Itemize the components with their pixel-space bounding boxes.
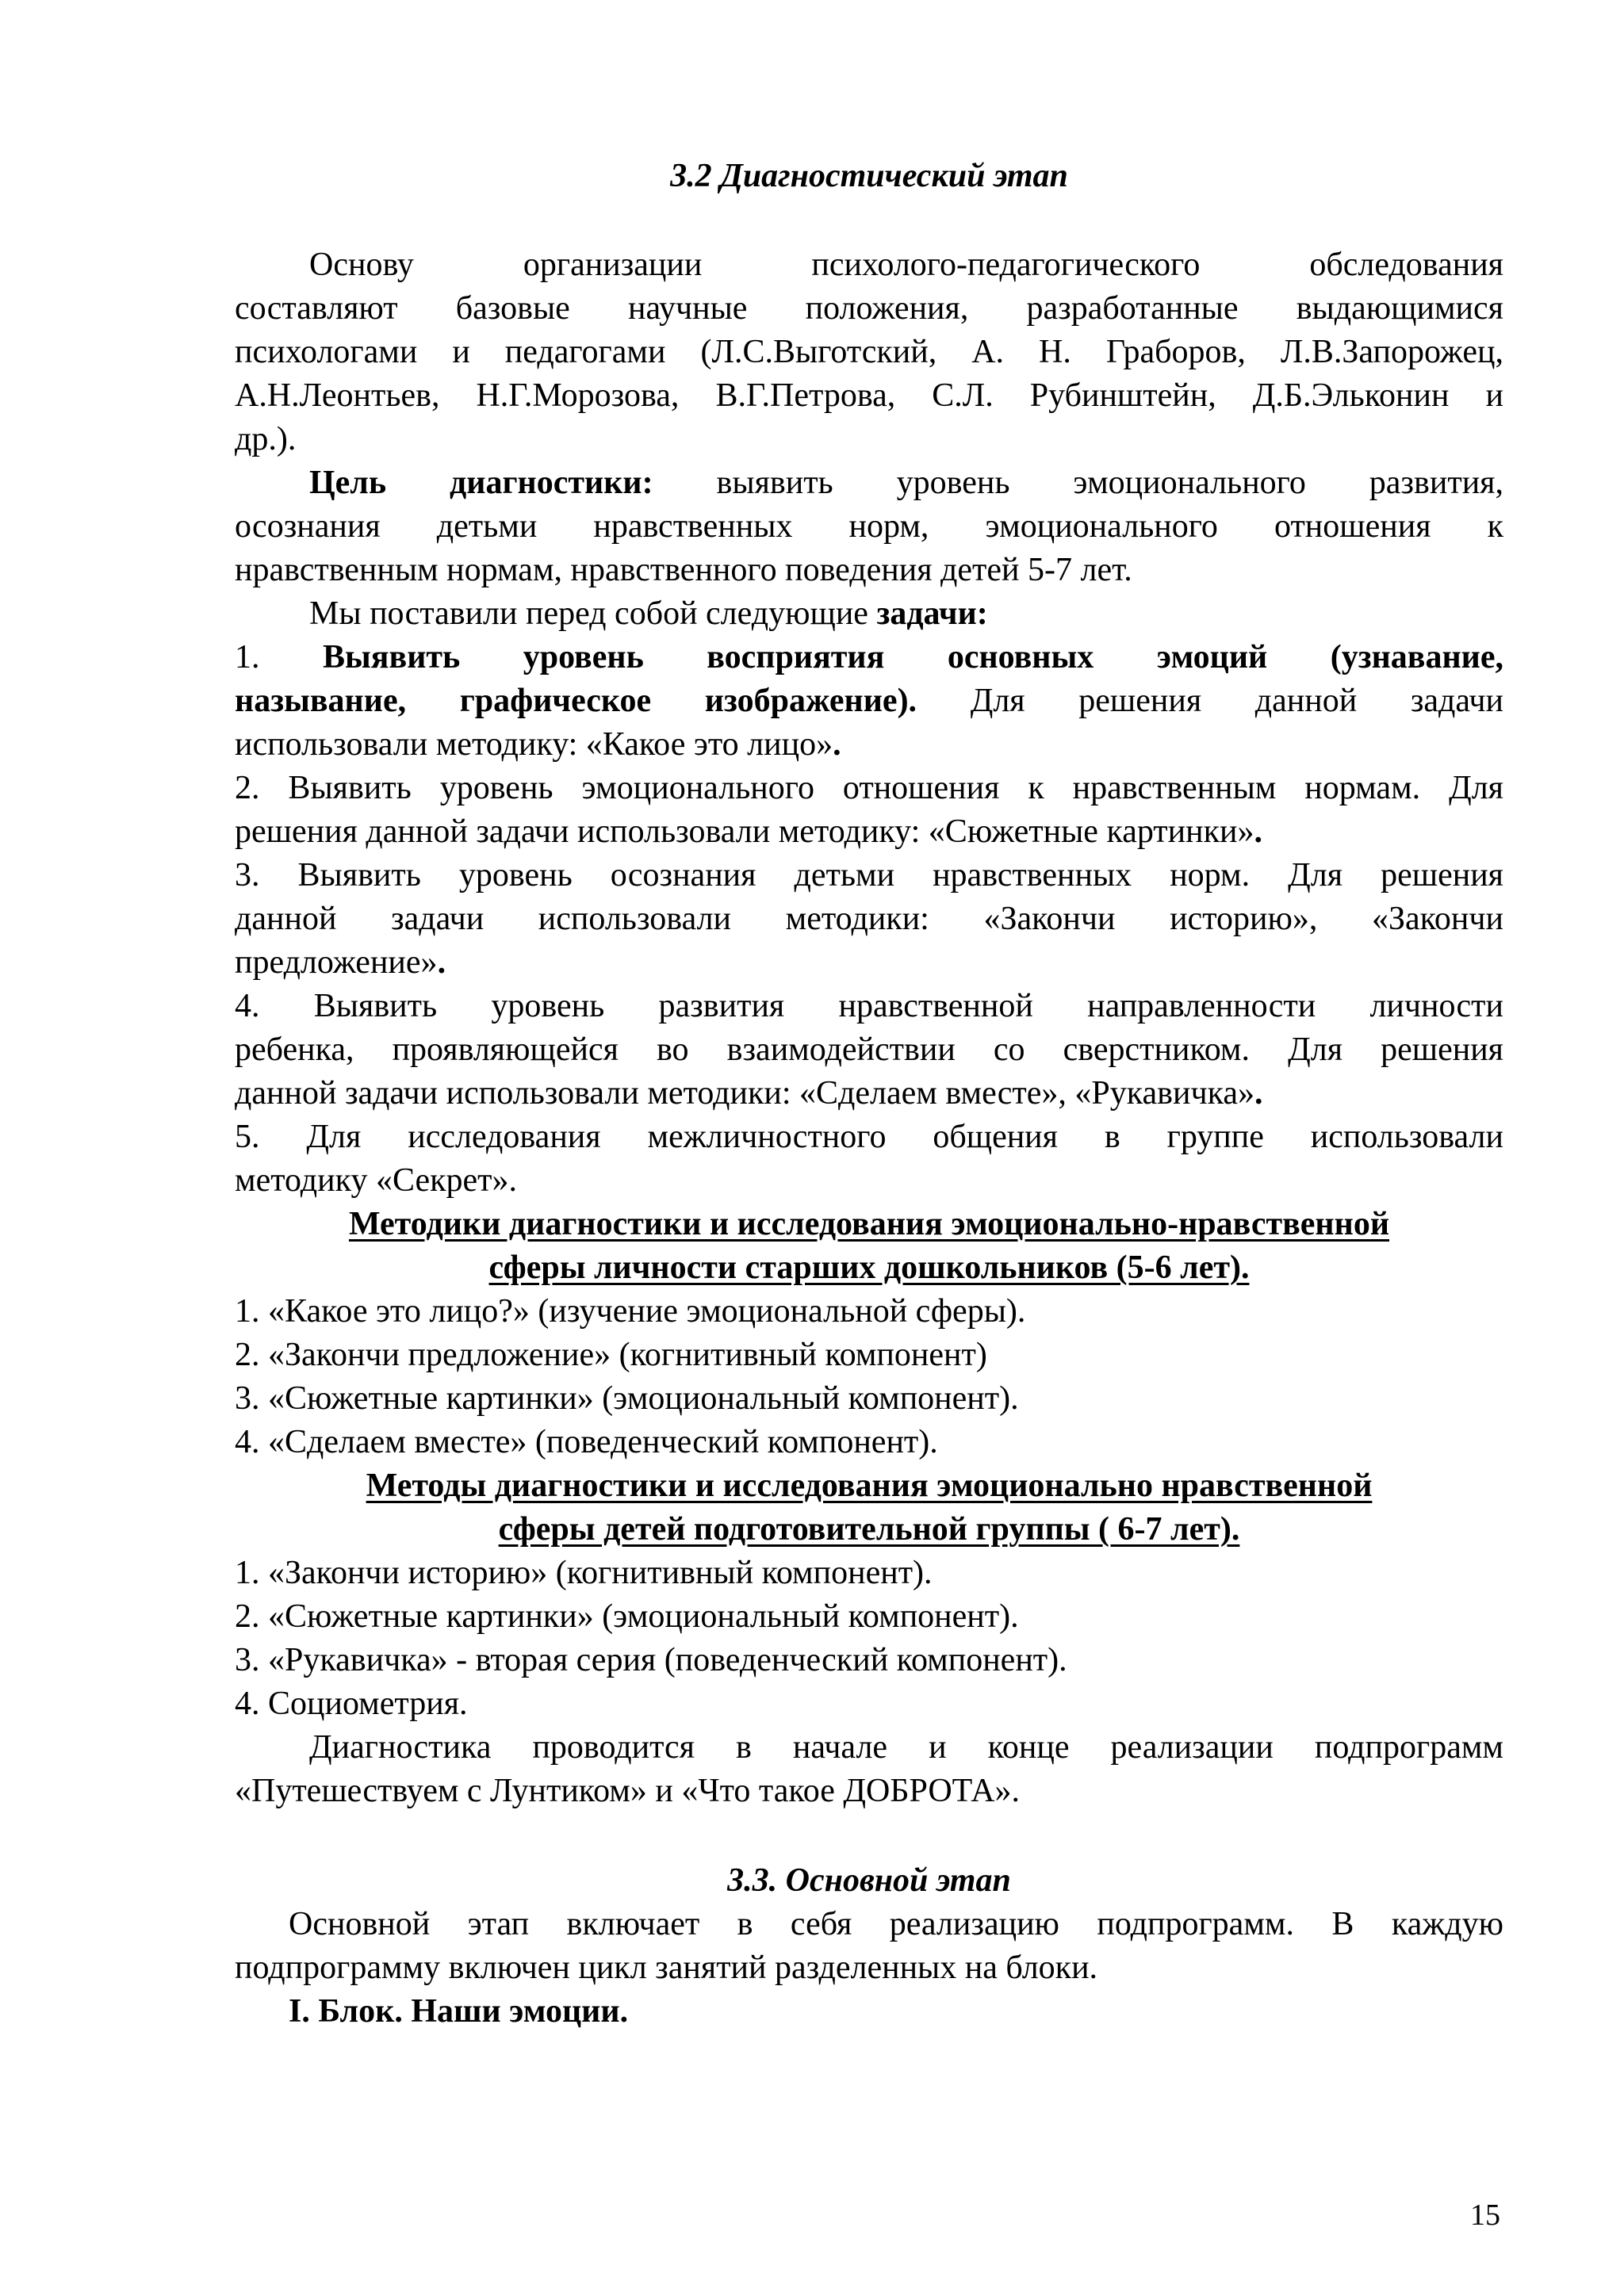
- list-item: 1. «Закончи историю» (когнитивный компонент).: [235, 1555, 933, 1591]
- main-stage-line: подпрограмму включен цикл занятий разделенных на блоки.: [235, 1950, 1098, 1986]
- goal-line: осознания детьми нравственных норм, эмоционального отношения к: [235, 508, 1503, 545]
- diagnostics-note-line: «Путешествуем с Лунтиком» и «Что такое ДОБРОТА».: [235, 1773, 1021, 1809]
- task-2-line: решения данной задачи использовали методику: «Сюжетные картинки».: [235, 813, 1262, 850]
- tasks-intro: Мы поставили перед собой следующие задачи:: [309, 595, 988, 632]
- task-5-line: 5. Для исследования межличностного общения в группе использовали: [235, 1119, 1503, 1155]
- task-4-line: данной задачи использовали методики: «Сделаем вместе», «Рукавичка».: [235, 1075, 1263, 1112]
- list-item: 4. «Сделаем вместе» (поведенческий компонент).: [235, 1424, 938, 1460]
- task-1-line: 1. Выявить уровень восприятия основных эмоций (узнавание,: [235, 639, 1503, 675]
- task-3-line: данной задачи использовали методики: «Закончи историю», «Закончи: [235, 901, 1503, 937]
- list-item: 1. «Какое это лицо?» (изучение эмоциональной сферы).: [235, 1293, 1026, 1330]
- task-2-line: 2. Выявить уровень эмоционального отношения к нравственным нормам. Для: [235, 770, 1503, 806]
- page-number: 15: [1470, 2198, 1500, 2232]
- goal-line: Цель диагностики: выявить уровень эмоционального развития,: [309, 465, 1503, 501]
- paragraph-line: др.).: [235, 421, 297, 457]
- methods-1-title: Методики диагностики и исследования эмоционально-нравственной: [348, 1206, 1390, 1242]
- task-1-line: называние, графическое изображение). Для решения данной задачи: [235, 683, 1503, 719]
- task-3-line: 3. Выявить уровень осознания детьми нравственных норм. Для решения: [235, 857, 1503, 894]
- section-title: 3.2 Диагностический этап: [670, 158, 1068, 194]
- list-item: 3. «Рукавичка» - вторая серия (поведенческий компонент).: [235, 1642, 1067, 1678]
- task-5-line: методику «Секрет».: [235, 1162, 518, 1199]
- section-2-title: 3.3. Основной этап: [727, 1862, 1011, 1899]
- list-item: 2. «Сюжетные картинки» (эмоциональный компонент).: [235, 1598, 1019, 1635]
- list-item: 2. «Закончи предложение» (когнитивный компонент): [235, 1337, 987, 1373]
- task-1-line: использовали методику: «Какое это лицо».: [235, 726, 841, 763]
- paragraph-line: Основу организации психолого-педагогического обследования: [309, 247, 1503, 283]
- methods-1-title: сферы личности старших дошкольников (5-6 лет).: [488, 1249, 1250, 1286]
- task-3-line: предложение».: [235, 944, 446, 981]
- goal-label: Цель диагностики:: [309, 465, 653, 501]
- paragraph-line: психологами и педагогами (Л.С.Выготский, А. Н. Граборов, Л.В.Запорожец,: [235, 334, 1503, 370]
- methods-2-title: сферы детей подготовительной группы ( 6-7 лет).: [498, 1511, 1240, 1548]
- task-4-line: ребенка, проявляющейся во взаимодействии со сверстником. Для решения: [235, 1031, 1503, 1068]
- goal-line: нравственным нормам, нравственного поведения детей 5-7 лет.: [235, 552, 1132, 588]
- main-stage-line: Основной этап включает в себя реализацию подпрограмм. В каждую: [289, 1906, 1503, 1942]
- task-4-line: 4. Выявить уровень развития нравственной направленности личности: [235, 988, 1503, 1024]
- diagnostics-note-line: Диагностика проводится в начале и конце реализации подпрограмм: [309, 1729, 1503, 1766]
- paragraph-line: составляют базовые научные положения, разработанные выдающимися: [235, 290, 1503, 327]
- block-title: I. Блок. Наши эмоции.: [289, 1993, 629, 2030]
- paragraph-line: А.Н.Леонтьев, Н.Г.Морозова, В.Г.Петрова, С.Л. Рубинштейн, Д.Б.Эльконин и: [235, 377, 1503, 414]
- list-item: 4. Социометрия.: [235, 1686, 468, 1722]
- list-item: 3. «Сюжетные картинки» (эмоциональный компонент).: [235, 1380, 1019, 1417]
- methods-2-title: Методы диагностики и исследования эмоционально нравственной: [366, 1468, 1373, 1504]
